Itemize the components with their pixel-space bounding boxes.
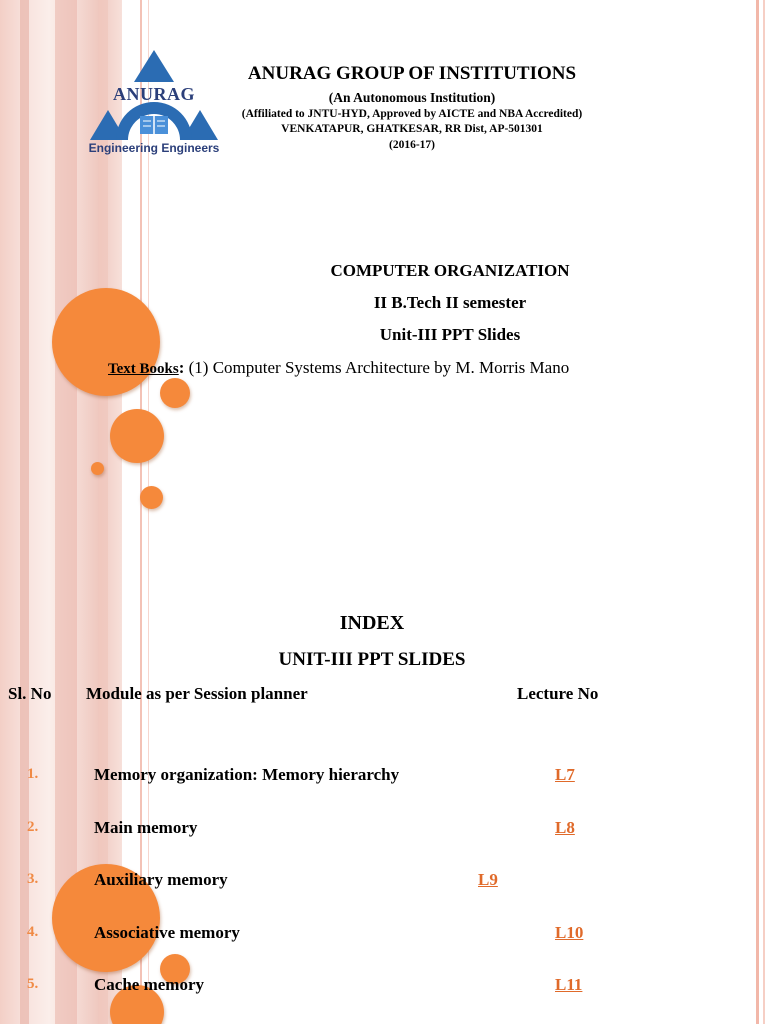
institution-name: ANURAG GROUP OF INSTITUTIONS [247,63,577,84]
logo-wordmark: ANURAG [113,84,195,104]
anurag-logo [86,48,222,160]
decorative-circle [110,409,164,463]
lecture-link[interactable]: L9 [478,870,498,889]
decorative-line [763,576,765,1024]
decorative-circle [140,486,163,509]
row-module: Memory organization: Memory hierarchy [94,765,400,784]
textbooks-value: (1) Computer Systems Architecture by M. Morris Mano [188,358,570,377]
textbooks-line: Text Books: (1) Computer Systems Architecture by M. Morris Mano [108,358,570,377]
row-number: 1. [27,766,39,782]
row-number: 5. [27,976,39,992]
logo-tagline: Engineering Engineers [88,141,220,155]
header-lecture-no: Lecture No [517,684,599,703]
lecture-link[interactable]: L8 [555,818,575,837]
decorative-line [148,576,149,1024]
decorative-stripe [55,0,77,576]
decorative-stripe [20,576,29,1024]
autonomous-note: (An Autonomous Institution) [328,90,496,105]
decorative-stripe [20,0,29,576]
textbooks-label: Text Books [108,361,179,377]
lecture-link[interactable]: L11 [555,975,583,994]
decorative-circle [160,378,190,408]
row-module: Associative memory [94,923,240,942]
decorative-circle [52,288,160,396]
index-title: INDEX [339,612,405,634]
row-module: Cache memory [94,975,204,994]
academic-year: (2016-17) [389,139,435,151]
index-subtitle: UNIT-III PPT SLIDES [278,649,466,670]
affiliation-note: (Affiliated to JNTU-HYD, Approved by AICTE and NBA Accredited) [241,108,583,120]
course-title: COMPUTER ORGANIZATION [330,261,570,280]
row-module: Auxiliary memory [94,870,228,889]
decorative-line [756,576,759,1024]
row-module: Main memory [94,818,198,837]
row-number: 2. [27,819,39,835]
decorative-circle [91,462,104,475]
row-number: 3. [27,871,39,887]
index-slide [0,576,768,1024]
address: VENKATAPUR, GHATKESAR, RR Dist, AP-501301 [281,123,543,135]
decorative-line [763,0,765,576]
program-title: II B.Tech II semester [373,293,527,312]
decorative-line [756,0,759,576]
lecture-link[interactable]: L10 [555,923,584,942]
row-number: 4. [27,924,39,940]
header-module: Module as per Session planner [86,684,308,703]
lecture-link[interactable]: L7 [555,765,575,784]
header-sl-no: Sl. No [8,684,52,703]
unit-title: Unit-III PPT Slides [379,325,521,344]
